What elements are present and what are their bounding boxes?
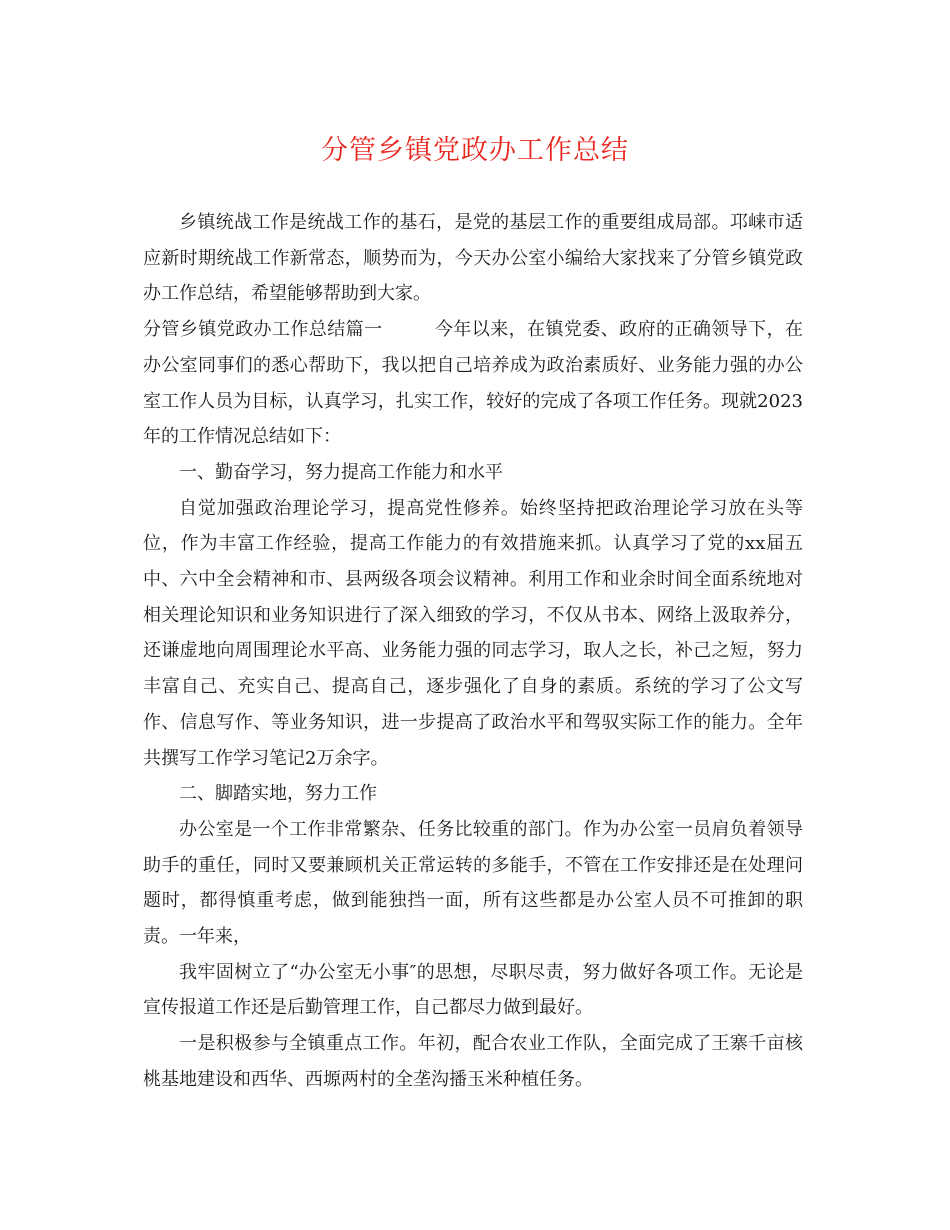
document-title: 分管乡镇党政办工作总结 bbox=[321, 135, 629, 166]
section2-item1: 一是积极参与全镇重点工作。年初，配合农业工作队，全面完成了王寨千亩核桃基地建设和西华、西塬两村的全垄沟播玉米种植任务。 bbox=[143, 1033, 803, 1090]
document-body bbox=[143, 205, 803, 1098]
section1-heading: 一、勤奋学习，努力提高工作能力和水平 bbox=[179, 461, 503, 483]
section2-body: 办公室是一个工作非常繁杂、任务比较重的部门。作为办公室一员肩负着领导助手的重任，同时又要兼顾机关正常运转的多能手，不管在工作安排还是在处理问题时，都得慎重考虑，做到能独挡一面，所有这些都是办公室人员不可推卸的职责。一年来， bbox=[143, 818, 803, 948]
section1-body: 自觉加强政治理论学习，提高党性修养。始终坚持把政治理论学习放在头等位，作为丰富工作经验，提高工作能力的有效措施来抓。认真学习了党的xx届五中、六中全会精神和市、县两级各项会议精神。利用工作和业余时间全面系统地对相关理论知识和业务知识进行了深入细致的学习，不仅从书本、网络上汲取养分，还谦虚地向周围理论水平高、业务能力强的同志学习，取人之长，补己之短，努力丰富自己、充实自己、提高自己，逐步强化了自身的素质。系统的学习了公文写作、信息写作、等业务知识，进一步提高了政治水平和驾驭实际工作的能力。全年共撰写工作学习笔记2万余字。 bbox=[143, 497, 803, 769]
section2-body2: 我牢固树立了“办公室无小事″的思想，尽职尽责，努力做好各项工作。无论是宣传报道工作还是后勤管理工作，自己都尽力做到最好。 bbox=[143, 961, 803, 1019]
section2-heading: 二、脚踏实地，努力工作 bbox=[179, 783, 377, 805]
part1-paragraph bbox=[143, 312, 803, 455]
part1-heading: 分管乡镇党政办工作总结篇一 bbox=[143, 319, 383, 341]
intro-paragraph: 乡镇统战工作是统战工作的基石，是党的基层工作的重要组成局部。邛崃市适应新时期统战工作新常态，顺势而为，今天办公室小编给大家找来了分管乡镇党政办工作总结，希望能够帮助到大家。 bbox=[143, 212, 803, 305]
part1-opening: 今年以来，在镇党委、政府的正确领导下，在办公室同事们的悉心帮助下，我以把自己培养成为政治素质好、业务能力强的办公室工作人员为目标，认真学习，扎实工作，较好的完成了各项工作任务。现就2023年的工作情况总结如下： bbox=[143, 319, 803, 448]
